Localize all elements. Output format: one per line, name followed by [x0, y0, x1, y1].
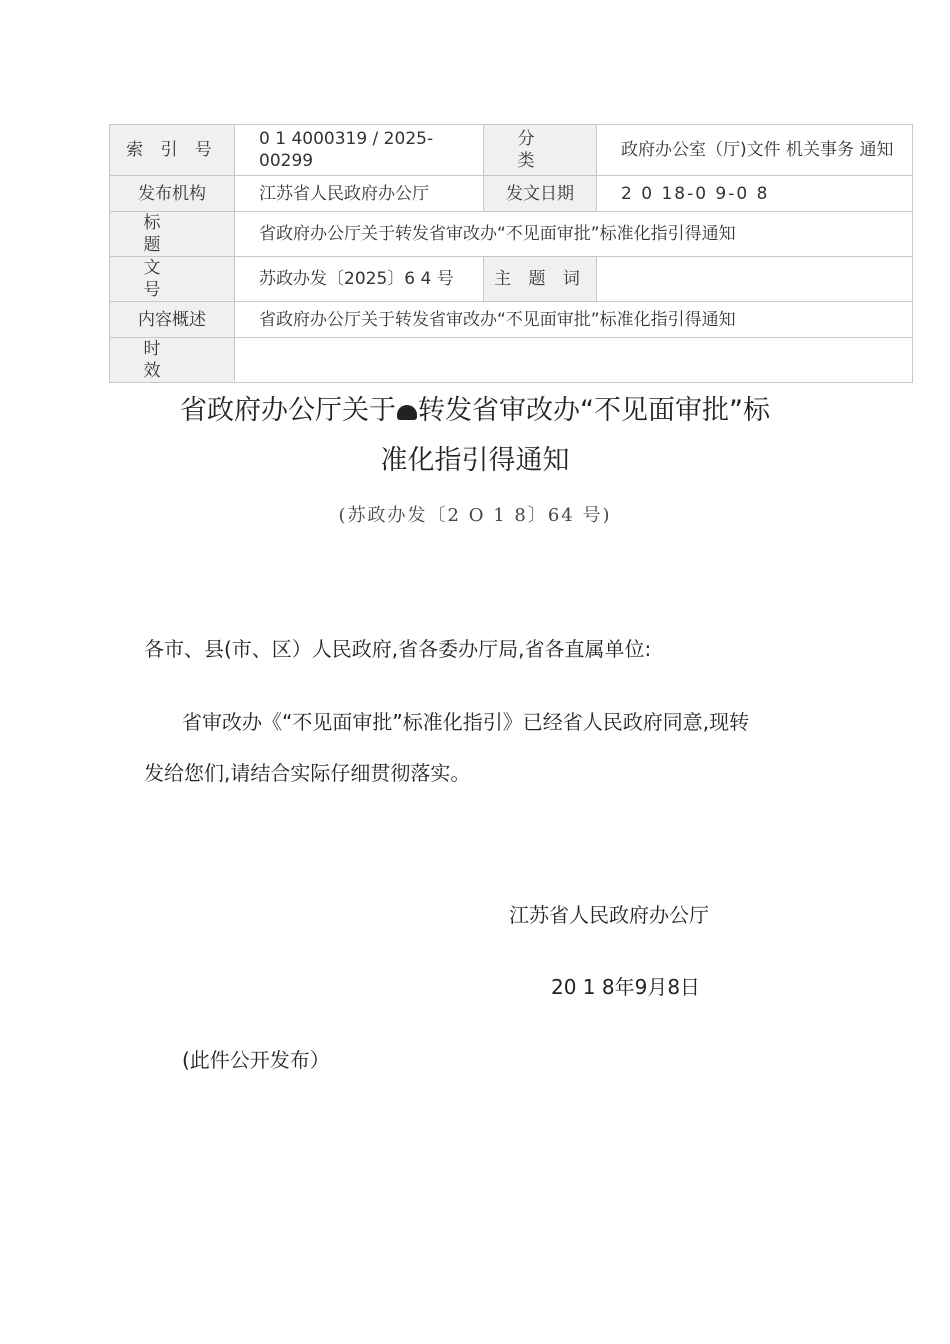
metadata-row-title [110, 212, 913, 257]
category-label: 分 类 [484, 125, 597, 176]
signature: 江苏省人民政府办公厅 [509, 903, 709, 927]
docno-value: 苏政办发〔2025〕6 4 号 [235, 257, 484, 302]
document-number: (苏政办发〔2 O 1 8〕64 号) [338, 505, 612, 526]
validity-label: 时 效 [110, 338, 235, 383]
addressee: 各市、县(市、区）人民政府,省各委办厅局,省各直属单位: [144, 637, 652, 661]
title-line-1-part-2: 转发省审改办“不见面审批”标 [418, 395, 770, 426]
issue-date: 20 1 8年9月8日 [551, 975, 701, 999]
subject-label: 主 题 词 [484, 257, 597, 302]
document-metadata-table [109, 124, 913, 383]
publication-note: (此件公开发布） [182, 1048, 330, 1072]
category-value: 政府办公室（厅)文件 机关事务 通知 [597, 125, 913, 176]
body-line-1: 省审改办《“不见面审批”标准化指引》已经省人民政府同意,现转 [182, 710, 750, 734]
title-label: 标 题 [110, 212, 235, 257]
validity-value [235, 338, 913, 383]
document-title [110, 386, 840, 486]
metadata-row-docno [110, 257, 913, 302]
docno-label: 文 号 [110, 257, 235, 302]
date-value: 2 0 18-0 9-0 8 [597, 176, 913, 212]
summary-value: 省政府办公厅关于转发省审改办“不见面审批”标准化指引得通知 [235, 302, 913, 338]
ink-blot-icon [397, 405, 417, 420]
issuer-label: 发布机构 [110, 176, 235, 212]
metadata-row-summary [110, 302, 913, 338]
subject-value [597, 257, 913, 302]
metadata-row-validity [110, 338, 913, 383]
issuer-value: 江苏省人民政府办公厅 [235, 176, 484, 212]
body-line-2: 发给您们,请结合实际仔细贯彻落实。 [144, 761, 471, 785]
title-line-1 [110, 386, 840, 436]
summary-label: 内容概述 [110, 302, 235, 338]
date-label: 发文日期 [484, 176, 597, 212]
metadata-row-issuer [110, 176, 913, 212]
index-label: 索 引 号 [110, 125, 235, 176]
metadata-row-index [110, 125, 913, 176]
index-value: 0 1 4000319 / 2025-00299 [235, 125, 484, 176]
title-line-1-part-1: 省政府办公厅关于 [180, 395, 396, 426]
title-line-2: 准化指引得通知 [380, 445, 570, 476]
title-value: 省政府办公厅关于转发省审改办“不见面审批”标准化指引得通知 [235, 212, 913, 257]
